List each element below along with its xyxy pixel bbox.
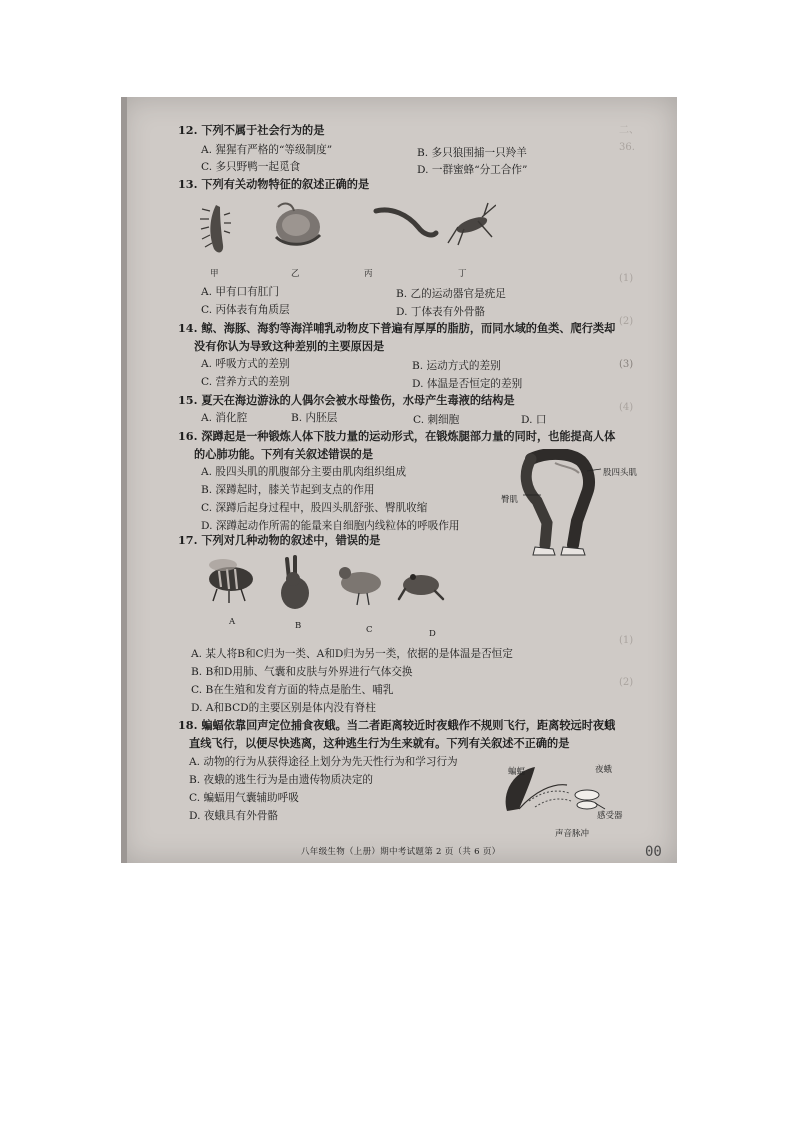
q12-stem: 12. 下列不属于社会行为的是 (178, 123, 325, 137)
q15-option-c: C. 刺细胞 (413, 414, 460, 426)
q17-option-a: A. 某人将B和C归为一类、A和D归为另一类，依据的是体温是否恒定 (191, 648, 513, 660)
q18-stem-line1: 18. 蝙蝠依靠回声定位捕食夜蛾。当二者距离较近时夜蛾作不规则飞行，距离较远时夜蛾 (178, 718, 616, 732)
q15-option-d: D. 口 (521, 414, 547, 426)
q12-option-d: D. 一群蜜蜂“分工合作” (417, 164, 528, 176)
q16-option-d: D. 深蹲起动作所需的能量来自细胞内线粒体的呼吸作用 (201, 520, 460, 532)
q13-label-yi: 乙 (291, 269, 300, 279)
fig-label-bat: 蝙蝠 (508, 767, 526, 777)
fig-label-moth: 夜蛾 (595, 765, 613, 775)
page-footer: 八年级生物（上册）期中考试题第 2 页（共 6 页） (301, 847, 501, 857)
q17-label-c: C (366, 625, 373, 635)
q13-option-d: D. 丁体表有外骨骼 (396, 306, 486, 318)
q14-stem-line1: 14. 鲸、海豚、海豹等海洋哺乳动物皮下普遍有厚厚的脂肪，而同水域的鱼类、爬行类却 (178, 321, 616, 335)
q16-option-a: A. 股四头肌的肌腹部分主要由肌肉组织组成 (201, 466, 407, 478)
exam-page (121, 97, 677, 863)
q18-option-a: A. 动物的行为从获得途径上划分为先天性行为和学习行为 (189, 756, 458, 768)
q14-option-d: D. 体温是否恒定的差别 (412, 378, 523, 390)
fig-label-sound-pulse: 声音脉冲 (555, 829, 590, 839)
q13-label-jia: 甲 (210, 269, 219, 279)
q14-option-c: C. 营养方式的差别 (201, 376, 290, 388)
q16-stem-line2: 的心肺功能。下列有关叙述错误的是 (194, 447, 374, 461)
bleed-through-mark: (1) (619, 635, 634, 646)
q16-option-c: C. 深蹲后起身过程中，股四头肌舒张、臀肌收缩 (201, 502, 428, 514)
bleed-through-mark: (3) (619, 359, 634, 370)
q16-option-b: B. 深蹲起时，膝关节起到支点的作用 (201, 484, 375, 496)
fig-label-glutes: 臀肌 (501, 495, 519, 505)
q18-stem-line2: 直线飞行，以便尽快逃离，这种逃生行为生来就有。下列有关叙述不正确的是 (189, 736, 570, 750)
q13-label-bing: 丙 (364, 269, 373, 279)
q13-label-ding: 丁 (458, 269, 467, 279)
frog-figure (399, 574, 443, 599)
q15-stem: 15. 夏天在海边游泳的人偶尔会被水母蛰伤，水母产生毒液的结构是 (178, 393, 515, 407)
q17-label-a: A (229, 617, 236, 627)
q16-stem-line1: 16. 深蹲起是一种锻炼人体下肢力量的运动形式，在锻炼腿部力量的同时，也能提高人体 (178, 429, 616, 443)
bleed-through-mark: 36. (619, 142, 635, 153)
pigeon-figure (339, 567, 381, 605)
q12-option-a: A. 猩猩有严格的“等级制度” (201, 144, 333, 156)
q17-animal-figures (199, 553, 449, 613)
bleed-through-mark: (4) (619, 402, 634, 413)
q13-animal-figures (196, 197, 496, 263)
bleed-through-mark: (2) (619, 316, 634, 327)
fig-label-quadriceps: 股四头肌 (603, 468, 638, 478)
q13-option-b: B. 乙的运动器官是疣足 (396, 288, 506, 300)
q13-stem: 13. 下列有关动物特征的叙述正确的是 (178, 177, 370, 191)
q17-option-c: C. B在生殖和发育方面的特点是胎生、哺乳 (191, 684, 394, 696)
q15-option-a: A. 消化腔 (201, 412, 248, 424)
q17-label-b: B (295, 621, 302, 631)
q13-option-a: A. 甲有口有肛门 (201, 286, 279, 298)
bleed-through-mark: (1) (619, 273, 634, 284)
q17-stem: 17. 下列对几种动物的叙述中，错误的是 (178, 533, 381, 547)
nereis-figure (200, 205, 231, 252)
fig-label-receptor: 感受器 (597, 811, 623, 821)
q18-option-d: D. 夜蛾具有外骨骼 (189, 810, 279, 822)
scanned-page (121, 97, 677, 863)
bleed-through-mark: (2) (619, 677, 634, 688)
snail-figure (276, 204, 320, 245)
bleed-through-mark: 二、 (619, 125, 639, 136)
earthworm-figure (376, 210, 436, 235)
page-mark: 00 (645, 844, 662, 860)
q18-option-b: B. 夜蛾的逃生行为是由遗传物质决定的 (189, 774, 374, 786)
q15-option-b: B. 内胚层 (291, 412, 338, 424)
q14-stem-line2: 没有你认为导致这种差别的主要原因是 (194, 339, 385, 353)
q14-option-b: B. 运动方式的差别 (412, 360, 501, 372)
q14-option-a: A. 呼吸方式的差别 (201, 358, 290, 370)
q18-option-c: C. 蝙蝠用气囊辅助呼吸 (189, 792, 299, 804)
q17-option-b: B. B和D用肺、气囊和皮肤与外界进行气体交换 (191, 666, 413, 678)
rabbit-figure (281, 557, 309, 609)
q17-option-d: D. A和BCD的主要区别是体内没有脊柱 (191, 702, 376, 714)
q13-option-c: C. 丙体表有角质层 (201, 304, 290, 316)
bee-figure (209, 559, 253, 603)
q12-option-b: B. 多只狼围捕一只羚羊 (417, 147, 527, 159)
q12-option-c: C. 多只野鸭一起觅食 (201, 161, 301, 173)
q17-label-d: D (429, 629, 436, 639)
locust-figure (448, 203, 496, 245)
